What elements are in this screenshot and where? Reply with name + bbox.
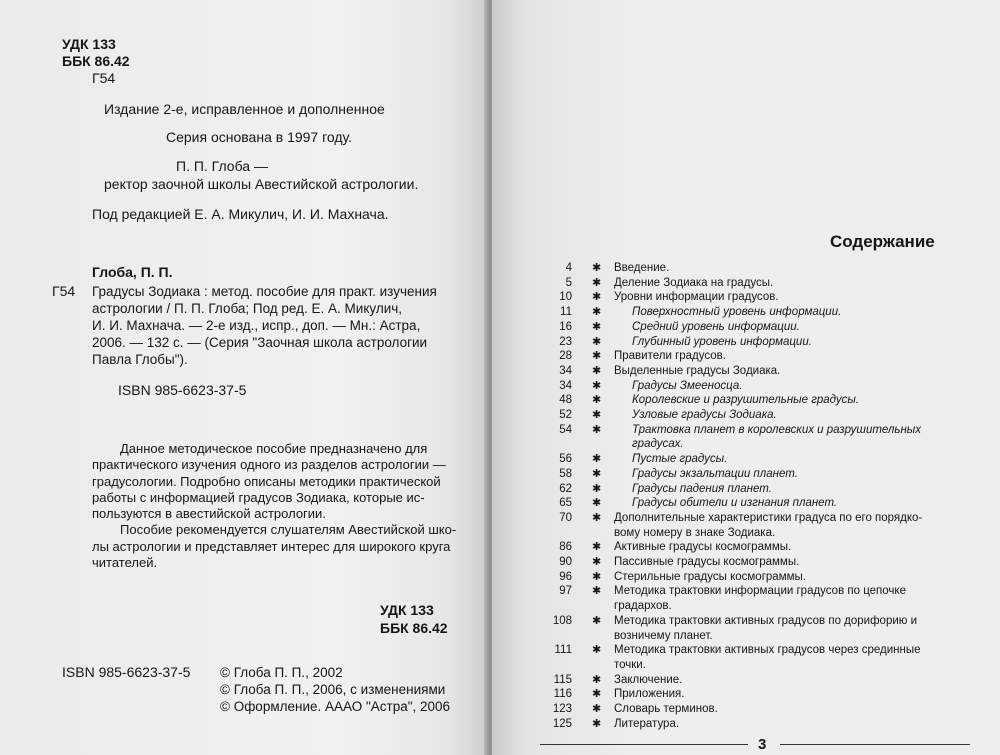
toc-entry-title: Методика трактовки информации градусов по цепочке	[614, 585, 906, 598]
toc-entry-title: Выделенные градусы Зодиака.	[614, 364, 781, 377]
toc-entry-title: Методика трактовки активных градусов через срединные	[614, 644, 921, 657]
asterisk-icon: ✱	[592, 306, 602, 319]
abstract-line: лы астрологии и представляет интерес для широкого круга	[92, 538, 451, 554]
footer-rule-left	[540, 744, 748, 745]
toc-entry-title: Узловые градусы Зодиака.	[632, 409, 777, 421]
asterisk-icon: ✱	[592, 717, 602, 730]
toc-page-number: 65	[559, 497, 572, 510]
abstract-line: градусологии. Подробно описаны методики практической	[92, 473, 441, 489]
toc-entry-continuation	[0, 629, 1000, 643]
asterisk-icon: ✱	[592, 453, 602, 466]
toc-entry-title: Градусы обители и изгнания планет.	[632, 497, 838, 510]
copyright-line: © Глоба П. П., 2006, с изменениями	[220, 682, 446, 697]
bib-code: Г54	[52, 283, 76, 299]
toc-entry-title: Правители градусов.	[614, 350, 726, 363]
editors-line: Под редакцией Е. А. Микулич, И. И. Махнача.	[92, 206, 389, 222]
toc-entry-continuation	[0, 437, 1000, 451]
toc-entry-title-cont: возничему планет.	[614, 629, 713, 642]
author-code: Г54	[92, 70, 116, 86]
toc-entry	[0, 379, 1000, 393]
toc-page-number: 62	[559, 482, 572, 495]
asterisk-icon: ✱	[592, 688, 602, 701]
author-name: П. П. Глоба —	[176, 158, 268, 174]
toc-entry-title: Словарь терминов.	[614, 703, 718, 715]
edition-line: Издание 2-е, исправленное и дополненное	[104, 101, 385, 117]
toc-page-number: 16	[559, 320, 572, 333]
toc-entry	[0, 496, 1000, 510]
toc-page-number: 123	[552, 703, 572, 715]
abstract-line: Данное методическое пособие предназначено для	[120, 441, 428, 456]
toc-page-number: 125	[552, 717, 572, 730]
udk-code: УДК 133	[62, 36, 116, 52]
bbk-bottom: ББК 86.42	[380, 620, 448, 636]
toc-page-number: 111	[554, 644, 572, 657]
toc-page-number: 48	[559, 394, 572, 407]
toc-page-number: 108	[552, 614, 572, 627]
asterisk-icon: ✱	[592, 644, 602, 657]
toc-entry-title: Градусы падения планет.	[632, 482, 772, 495]
toc-entry	[0, 702, 1000, 716]
toc-entry-title: Стерильные градусы космограммы.	[614, 570, 806, 583]
toc-entry-continuation	[0, 599, 1000, 613]
toc-entry	[0, 276, 1000, 290]
toc-page-number: 34	[559, 364, 572, 377]
toc-entry	[0, 393, 1000, 407]
toc-title: Содержание	[830, 232, 935, 251]
toc-entry	[0, 408, 1000, 422]
toc-entry-title: Трактовка планет в королевских и разрушительных	[632, 423, 922, 436]
footer-rule-right	[780, 744, 970, 745]
toc-entry	[0, 584, 1000, 598]
asterisk-icon: ✱	[592, 423, 602, 436]
toc-entry	[0, 673, 1000, 687]
toc-entry-title: Дополнительные характеристики градуса по его порядко-	[614, 511, 923, 524]
toc-entry-title: Королевские и разрушительные градусы.	[632, 394, 860, 407]
toc-entry-continuation	[0, 526, 1000, 540]
asterisk-icon: ✱	[592, 262, 602, 274]
toc-entry-title: Пассивные градусы космограммы.	[614, 556, 800, 568]
toc-entry-title: Уровни информации градусов.	[614, 291, 779, 304]
toc-page-number: 34	[559, 379, 572, 392]
asterisk-icon: ✱	[592, 497, 602, 510]
asterisk-icon: ✱	[592, 570, 602, 583]
toc-entry	[0, 290, 1000, 304]
toc-entry	[0, 467, 1000, 481]
asterisk-icon: ✱	[592, 291, 602, 304]
toc-entry	[0, 614, 1000, 628]
toc-page-number: 56	[559, 453, 572, 466]
toc-entry-title: Литература.	[614, 717, 680, 730]
author-title: ректор заочной школы Авестийской астрологии.	[104, 176, 419, 192]
toc-entry-title-cont: градархов.	[614, 600, 672, 613]
toc-entry-title: Градусы Змееносца.	[632, 379, 743, 392]
asterisk-icon: ✱	[592, 350, 602, 363]
toc-entry-title: Приложения.	[614, 688, 685, 701]
toc-entry	[0, 511, 1000, 525]
asterisk-icon: ✱	[592, 467, 602, 480]
abstract-line: пользуются в авестийской астрологии.	[92, 506, 326, 522]
asterisk-icon: ✱	[592, 511, 602, 524]
bib-line: Павла Глобы").	[92, 352, 188, 367]
toc-entry-title: Заключение.	[614, 673, 683, 686]
toc-page-number: 58	[559, 467, 572, 480]
toc-entry	[0, 364, 1000, 378]
asterisk-icon: ✱	[592, 394, 602, 407]
toc-entry	[0, 423, 1000, 437]
asterisk-icon: ✱	[592, 541, 602, 554]
abstract-line: читателей.	[92, 555, 158, 571]
abstract-line: работы с информацией градусов Зодиака, которые ис-	[92, 489, 425, 505]
toc-page-number: 4	[565, 262, 572, 274]
asterisk-icon: ✱	[592, 614, 602, 627]
bib-line: 2006. — 132 с. — (Серия "Заочная школа астрологии	[92, 335, 428, 350]
asterisk-icon: ✱	[592, 364, 602, 377]
toc-page-number: 10	[559, 291, 572, 304]
toc-entry	[0, 540, 1000, 554]
toc-entry	[0, 335, 1000, 349]
toc-entry	[0, 570, 1000, 584]
toc-entry	[0, 482, 1000, 496]
toc-page-number: 23	[559, 335, 572, 348]
asterisk-icon: ✱	[592, 379, 602, 392]
toc-entry-title: Поверхностный уровень информации.	[632, 306, 842, 319]
toc-page-number: 5	[565, 276, 572, 289]
asterisk-icon: ✱	[592, 335, 602, 348]
asterisk-icon: ✱	[592, 585, 602, 598]
toc-entry-title: Введение.	[614, 262, 670, 274]
bib-author: Глоба, П. П.	[92, 264, 173, 280]
abstract-line: практического изучения одного из разделов астрологии —	[92, 457, 446, 473]
toc-page-number: 115	[553, 673, 572, 686]
toc-entry	[0, 643, 1000, 657]
toc-entry-title: Деление Зодиака на градусы.	[614, 276, 774, 289]
toc-entry	[0, 305, 1000, 319]
toc-entry	[0, 261, 1000, 275]
toc-entry	[0, 349, 1000, 363]
asterisk-icon: ✱	[592, 409, 602, 421]
udk-bottom: УДК 133	[380, 602, 434, 618]
asterisk-icon: ✱	[592, 276, 602, 289]
copyright-line: © Оформление. АААО "Астра", 2006	[220, 699, 451, 714]
toc-page-number: 97	[559, 585, 572, 598]
toc-entry-title-cont: градусах.	[632, 438, 684, 451]
toc-page-number: 70	[559, 511, 572, 524]
toc-entry-title: Пустые градусы.	[632, 453, 728, 466]
toc-entry	[0, 687, 1000, 701]
asterisk-icon: ✱	[592, 703, 602, 715]
toc-entry-title: Активные градусы космограммы.	[614, 541, 792, 554]
toc-entry-title: Градусы экзальтации планет.	[632, 467, 798, 480]
toc-entry	[0, 717, 1000, 731]
bib-line: И. И. Махнача. — 2-е изд., испр., доп. — Мн.: Астра,	[92, 318, 421, 333]
toc-page-number: 86	[559, 541, 572, 554]
abstract-line: Пособие рекомендуется слушателям Авестийской шко-	[120, 522, 457, 538]
toc-page-number: 96	[559, 570, 572, 583]
bib-line: астрологии / П. П. Глоба; Под ред. Е. А. Микулич,	[92, 301, 403, 316]
toc-entry	[0, 555, 1000, 569]
asterisk-icon: ✱	[592, 556, 602, 568]
toc-entry-title-cont: вому номеру в знаке Зодиака.	[614, 526, 776, 539]
toc-entry-title: Средний уровень информации.	[632, 320, 800, 333]
toc-page-number: 52	[559, 409, 572, 421]
toc-entry-title: Методика трактовки активных градусов по дорифорию и	[614, 614, 918, 627]
toc-entry	[0, 452, 1000, 466]
toc-page-number: 116	[553, 688, 572, 701]
series-founded: Серия основана в 1997 году.	[166, 129, 353, 145]
isbn-bottom: ISBN 985-6623-37-5	[62, 664, 191, 680]
toc-entry	[0, 320, 1000, 334]
bib-line: Градусы Зодиака : метод. пособие для практ. изучения	[92, 284, 437, 299]
toc-page-number: 28	[559, 350, 572, 363]
toc-entry-title-cont: точки.	[614, 658, 646, 671]
asterisk-icon: ✱	[592, 320, 602, 333]
bbk-code: ББК 86.42	[62, 53, 130, 69]
toc-page-number: 11	[560, 306, 572, 319]
asterisk-icon: ✱	[592, 482, 602, 495]
asterisk-icon: ✱	[592, 673, 602, 686]
toc-page-number: 54	[559, 423, 572, 436]
toc-entry-continuation	[0, 658, 1000, 672]
page-number: 3	[758, 736, 767, 753]
toc-entry-title: Глубинный уровень информации.	[632, 335, 812, 348]
copyright-line: © Глоба П. П., 2002	[220, 665, 343, 680]
toc-page-number: 90	[559, 556, 572, 568]
isbn-top: ISBN 985-6623-37-5	[118, 382, 247, 398]
